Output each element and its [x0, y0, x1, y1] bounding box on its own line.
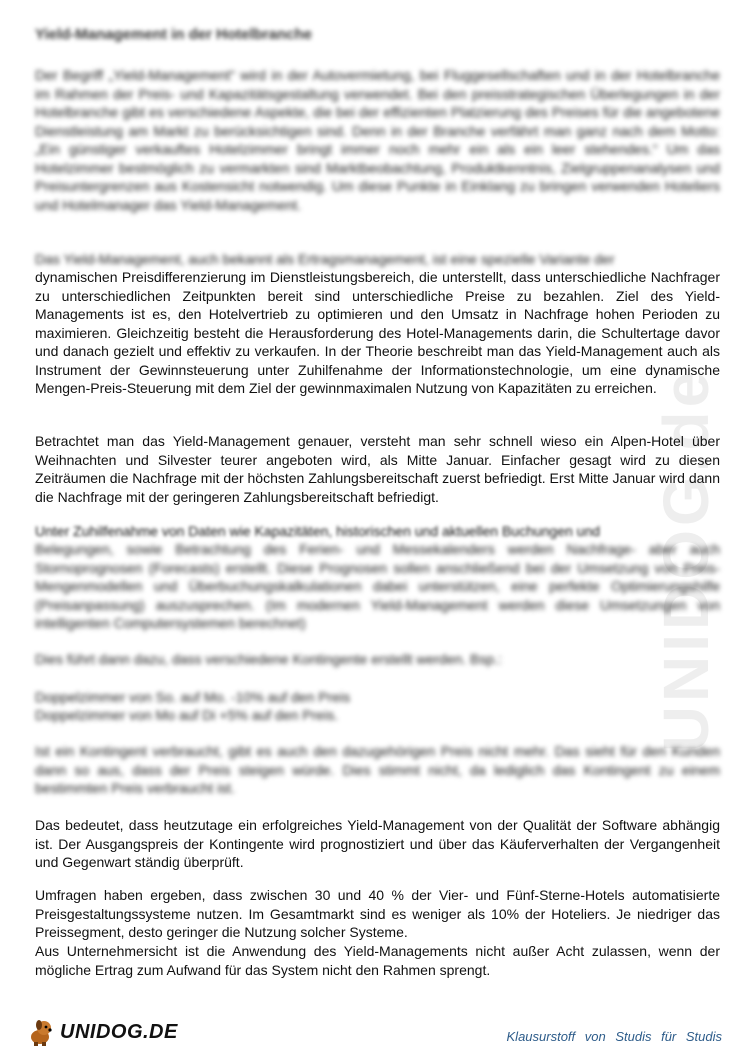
paragraph-7: Ist ein Kontingent verbraucht, gibt es auch den dazugehörigen Preis nicht mehr. Das sieht für den Kunden dann so aus, dass der Preis steigen würde. Dies stimmt nicht, da lediglich das Kontingent zu einem bestimmten Preis verbraucht ist.: [35, 743, 720, 796]
unidog-logo[interactable]: [26, 1014, 176, 1050]
example-line-2: Doppelzimmer von Mo auf Di +5% auf den Preis.: [35, 707, 339, 723]
watermark: UNIDOG.de: [650, 367, 722, 753]
paragraph-4: Belegungen, sowie Betrachtung des Ferien- und Messekalenders werden Nachfrage- aber auch Stornoprognosen (Forecasts) erstellt. Diese Prognosen sollen anschließend bei der Umsetzung von Preis-Mengenmodellen und Überbuchungskalkulationen dabei unterstützen, eine perfekte Optimierungshilfe (Preisanpassung) auszusprechen. (Im modernen Yield-Management werden diese Umsetzungen von intelligenten Computersystemen berechnet): [35, 541, 720, 631]
paragraph-3: Betrachtet man das Yield-Management genauer, versteht man sehr schnell wieso ein Alpen-Hotel über Weihnachten und Silvester teurer angeboten wird, als Mitte Januar. Einfacher gesagt wird zu diesen Zeiträumen die Nachfrage mit der höchsten Zahlungsbereitschaft zuerst befriedigt. Erst Mitte Januar wird dann die Nachfrage mit der geringeren Zahlungsbereitschaft befriedigt.: [35, 433, 720, 505]
paragraph-1: Der Begriff „Yield-Management“ wird in der Autovermietung, bei Fluggesellschaften und in der Hotelbranche im Rahmen der Preis- und Kapazitätsgestaltung verwendet. Bei den preisstrategischen Überlegungen in der Hotelbranche gibt es verschiedene Aspekte, die bei der effizienten Platzierung des Preises für die angebotene Dienstleistung am Markt zu berücksichtigen sind. Denn in der Branche verfährt man ganz nach dem Motto: „Ein günstiger verkauftes Hotelzimmer bringt immer noch mehr ein als ein leer stehendes.“ Um das Hotelzimmer bestmöglich zu vermarkten sind Marktbeobachtung, Produktkenntnis, Zielgruppenanalysen und Preisuntergrenzen aus Kostensicht notwendig. Um diese Punkte in Einklang zu bringen verwenden Hoteliers und Hotelmanager das Yield-Management.: [35, 67, 720, 213]
page-title: Yield-Management in der Hotelbranche: [35, 26, 312, 43]
paragraph-2-first-line: Das Yield-Management, auch bekannt als Ertragsmanagement, ist eine spezielle Variante der: [35, 251, 615, 267]
paragraph-5: Dies führt dann dazu, dass verschiedene Kontingente erstellt werden. Bsp.:: [35, 651, 502, 667]
example-line-1: Doppelzimmer von So. auf Mo. -10% auf den Preis: [35, 689, 351, 705]
dog-mascot-icon: [26, 1017, 56, 1047]
logo-text: UNIDOG.DE: [60, 1020, 178, 1043]
paragraph-2: dynamischen Preisdifferenzierung im Dienstleistungsbereich, die unterstellt, dass unterschiedliche Nachfrager zu unterschiedlichen Zeitpunkten bereit sind unterschiedliche Preise zu bezahlen. Ziel des Yield-Managements ist es, den Hotelvertrieb zu optimieren und den Umsatz in Nachfrage hohen Perioden zu maximieren. Gleichzeitig besteht die Herausforderung des Hotel-Managements darin, die Schultertage davor und danach gezielt und effektiv zu verkaufen. In der Theorie beschreibt man das Yield-Management auch als Instrument der Gewinnsteuerung unter Zuhilfenahme der Informationstechnologie, um eine dynamische Mengen-Preis-Steuerung mit dem Ziel der gewinnmaximalen Nutzung von Kapazitäten zu erreichen.: [35, 269, 720, 396]
paragraph-4-first-line: Unter Zuhilfenahme von Daten wie Kapazitäten, historischen und aktuellen Buchungen und: [35, 523, 601, 539]
paragraph-10: Aus Unternehmersicht ist die Anwendung des Yield-Managements nicht außer Acht zulassen, wenn der mögliche Ertrag zum Aufwand für das System nicht den Rahmen sprengt.: [35, 943, 720, 978]
footer-note: Klausurstoff von Studis für Studis: [506, 1029, 722, 1044]
paragraph-9: Umfragen haben ergeben, dass zwischen 30 und 40 % der Vier- und Fünf-Sterne-Hotels automatisierte Preisgestaltungssysteme nutzen. Im Gesamtmarkt sind es weniger als 10% der Hoteliers. Je niedriger das Preissegment, desto geringer die Nutzung solcher Systeme.: [35, 887, 720, 940]
paragraph-8: Das bedeutet, dass heutzutage ein erfolgreiches Yield-Management von der Qualität der Software abhängig ist. Der Ausgangspreis der Kontingente wird prognostiziert und über das Käuferverhalten der Vergangenheit und Gegenwart ständig überprüft.: [35, 817, 720, 870]
